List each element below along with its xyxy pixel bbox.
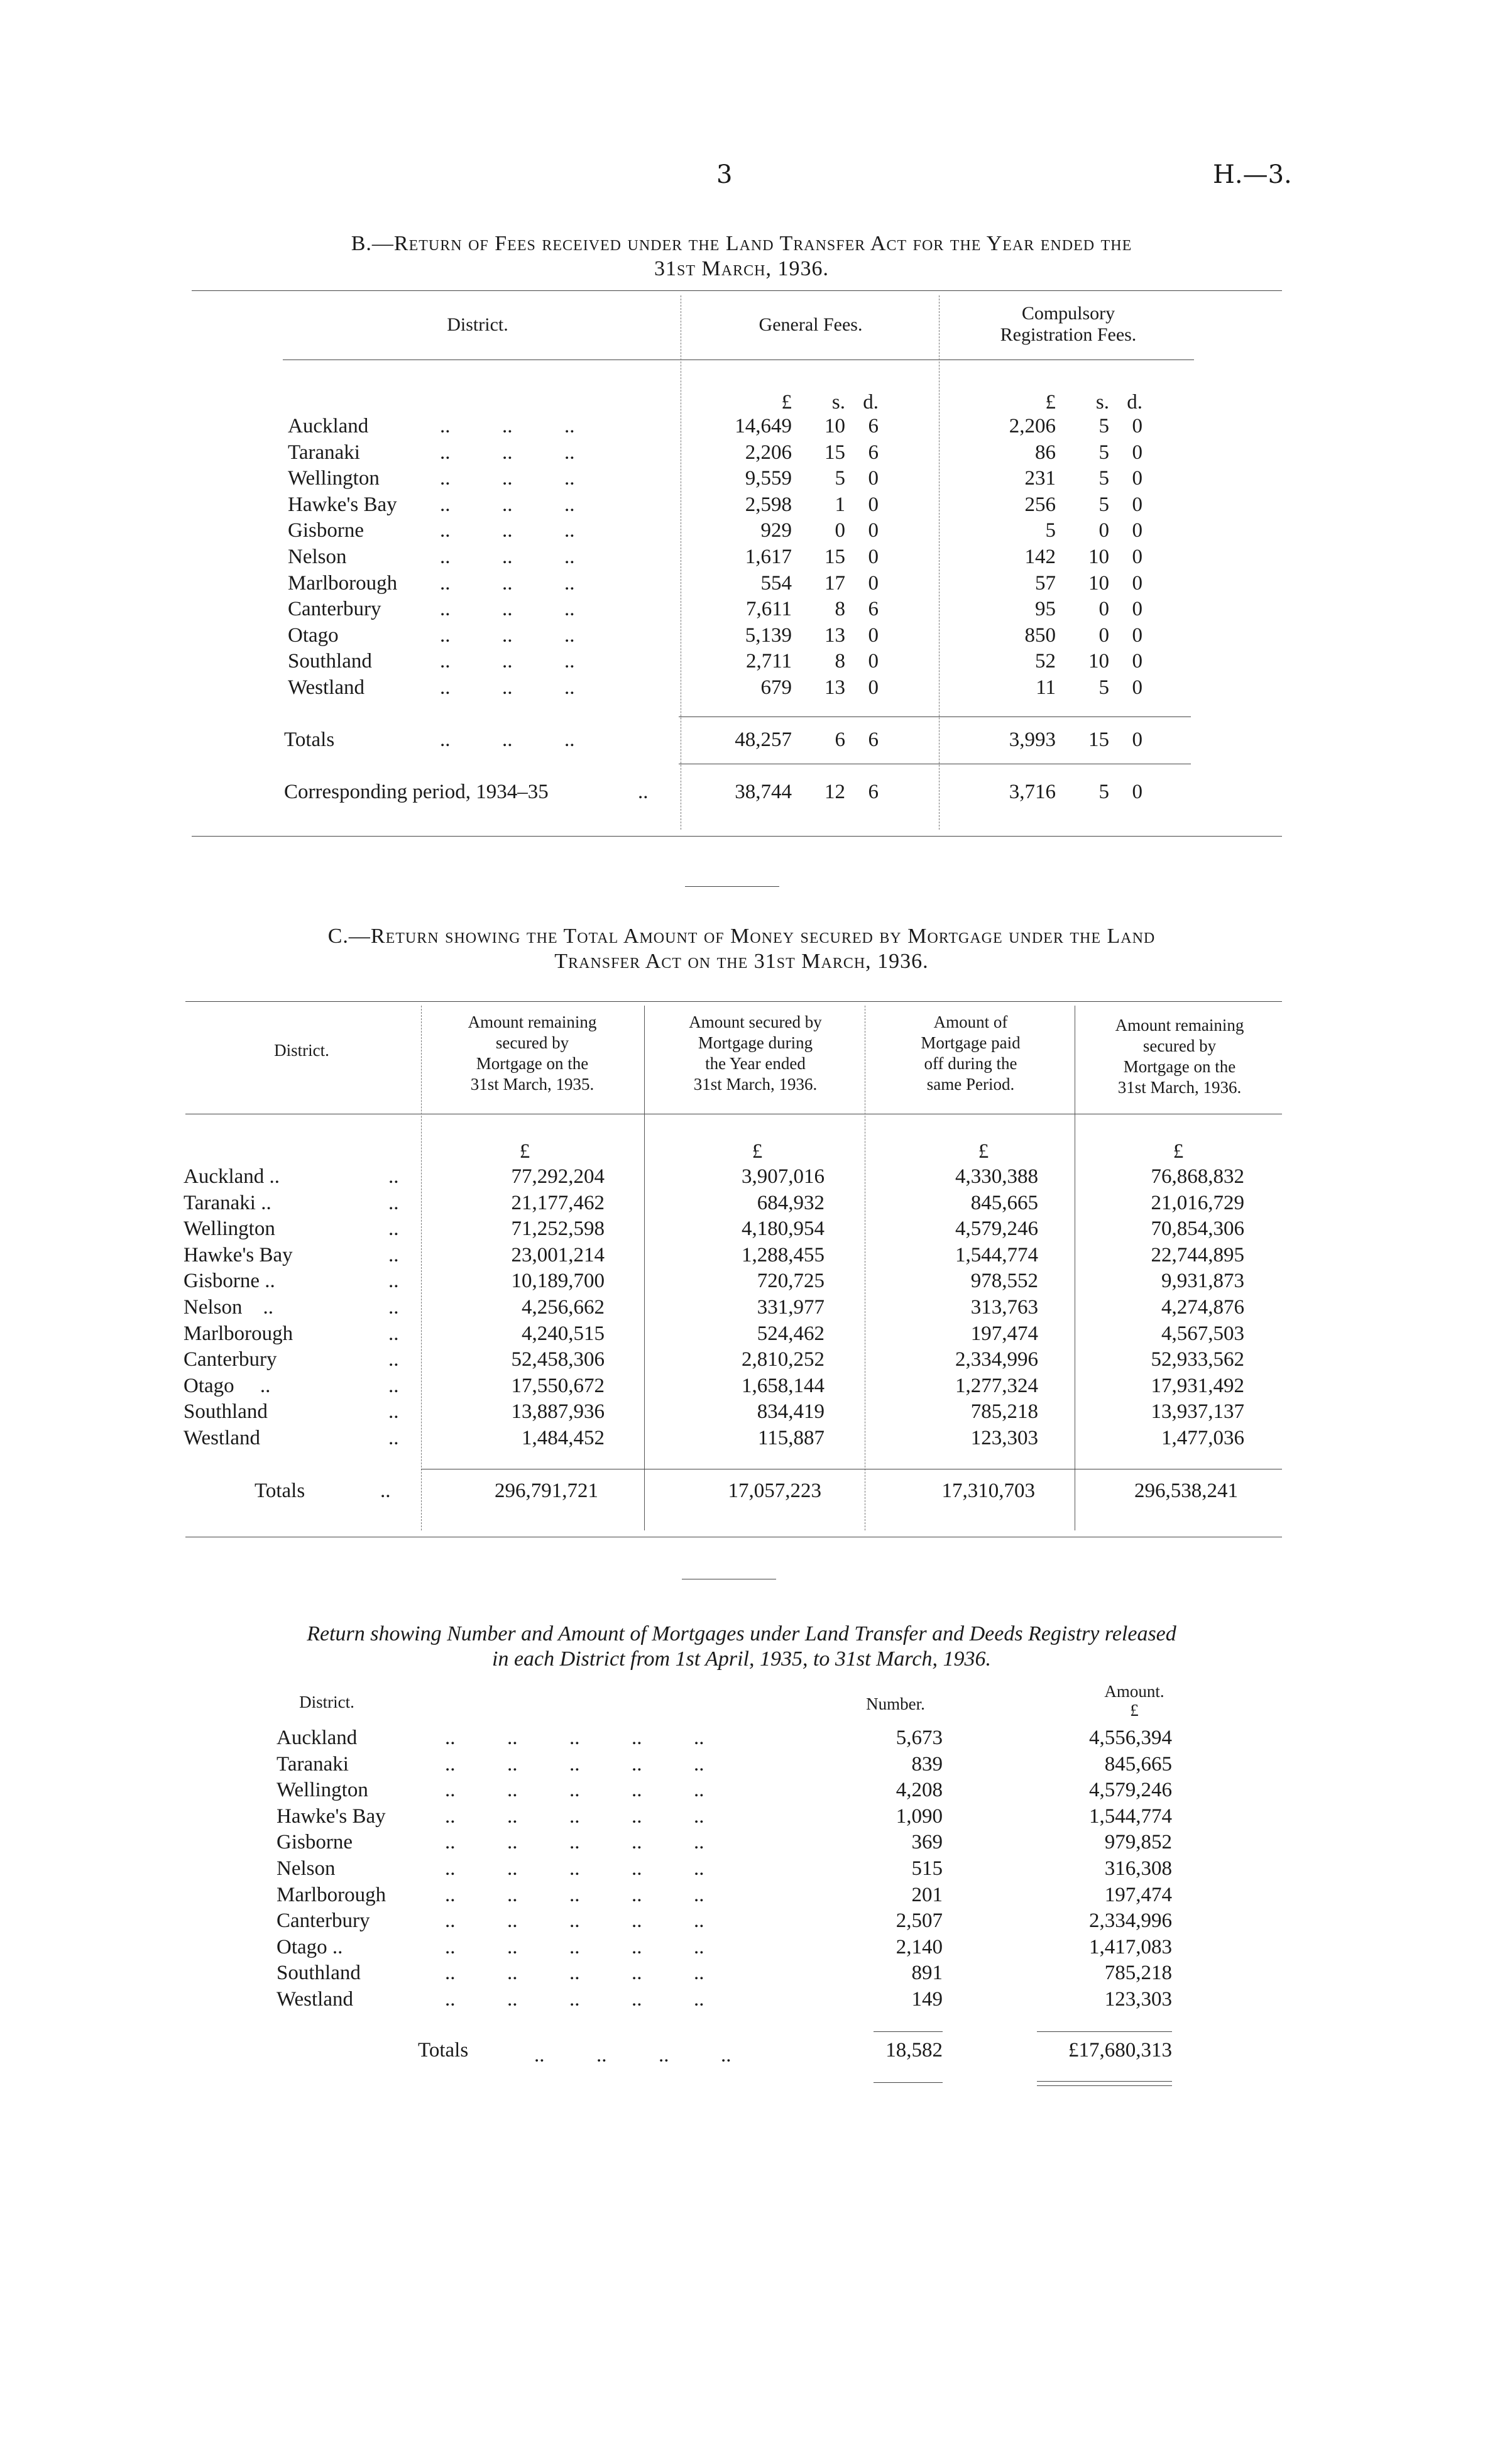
table-row [0, 1268, 1512, 1294]
district-name: Nelson [288, 546, 347, 568]
amount-remaining-1935: 17,550,672 [511, 1374, 605, 1397]
general-fee-pence: 0 [868, 571, 879, 595]
table-c-header-col3: Amount of Mortgage paid off during the same Period. [921, 1013, 1021, 1094]
general-fee-shillings: 13 [824, 676, 845, 699]
amount-remaining-1935: 21,177,462 [511, 1191, 605, 1214]
compulsory-fee-pounds: 11 [1036, 676, 1056, 699]
general-fee-pence: 0 [868, 623, 879, 647]
table-b-header-district: District. [447, 314, 508, 335]
district-name: Marlborough [184, 1322, 293, 1345]
district-name: Nelson [277, 1857, 336, 1880]
table-row [0, 1882, 1512, 1908]
leader-dots: .. .. .. .. .. [445, 1727, 704, 1749]
compulsory-fee-pence: 0 [1132, 546, 1142, 568]
general-fee-pounds: 14,649 [735, 415, 792, 437]
compulsory-fee-pence: 0 [1132, 519, 1142, 542]
general-fee-pence: 0 [868, 546, 879, 568]
table-d-totals-amount: £17,680,313 [1068, 2039, 1172, 2062]
compulsory-fee-shillings: 0 [1098, 598, 1109, 621]
table-d-totals-label: Totals [418, 2039, 469, 2062]
amount-secured-during-year: 331,977 [757, 1296, 824, 1319]
total-remaining-1936: 296,538,241 [1134, 1480, 1238, 1502]
total-general-fee-pence: 6 [868, 728, 879, 751]
general-fee-pence: 6 [868, 598, 879, 621]
mortgage-amount: 4,556,394 [1089, 1727, 1172, 1749]
total-compulsory-fee-pence: 0 [1132, 728, 1142, 751]
general-fee-pence: 0 [868, 493, 879, 516]
totals-label: Totals [284, 728, 335, 751]
general-fee-shillings: 8 [835, 650, 845, 673]
total-remaining-1935: 296,791,721 [495, 1480, 598, 1502]
table-row [0, 1856, 1512, 1882]
compulsory-fee-pounds: 86 [1035, 441, 1056, 464]
district-name: Hawke's Bay [288, 493, 397, 516]
amount-paid-off: 785,218 [970, 1400, 1038, 1424]
leader-dots: .. .. .. .. .. [445, 1962, 704, 1985]
general-fee-shillings: 0 [835, 519, 845, 542]
leader-dots: .. .. .. [440, 676, 575, 699]
compulsory-fee-shillings: 5 [1098, 676, 1109, 699]
mortgage-count: 201 [911, 1883, 943, 1906]
general-fee-pence: 0 [868, 676, 879, 699]
table-c-title: C.—Return showing the Total Amount of Money secured by Mortgage under the Land Transfer Act on the 31st March, 1936. [327, 925, 1156, 973]
table-d-amount-top-rule [1037, 2031, 1172, 2032]
amount-secured-during-year: 524,462 [757, 1322, 824, 1345]
table-b-top-rule [192, 290, 1282, 291]
mortgage-count: 839 [911, 1752, 943, 1776]
district-name: Auckland [277, 1727, 358, 1749]
amount-secured-during-year: 3,907,016 [742, 1165, 824, 1188]
leader-dots: .. .. .. [440, 519, 575, 542]
leader-dots: .. .. .. [440, 493, 575, 516]
leader-dots: .. [388, 1270, 399, 1293]
mortgage-count: 149 [911, 1988, 943, 2011]
compulsory-fee-shillings: 5 [1098, 467, 1109, 490]
compulsory-fee-pence: 0 [1132, 493, 1142, 516]
leader-dots: .. [388, 1243, 399, 1266]
table-row [0, 1987, 1512, 2012]
corresponding-general-fee-pounds: 38,744 [735, 781, 792, 803]
table-c-header-district: District. [274, 1041, 329, 1060]
corresponding-row [0, 779, 1512, 805]
mortgage-amount: 845,665 [1104, 1752, 1172, 1776]
table-row [0, 1190, 1512, 1216]
amount-paid-off: 313,763 [970, 1296, 1038, 1319]
totals-label: Totals [255, 1480, 305, 1502]
amount-remaining-1936: 13,937,137 [1151, 1400, 1244, 1424]
leader-dots: .. [388, 1296, 399, 1319]
amount-remaining-1936: 70,854,306 [1151, 1217, 1244, 1241]
district-name: Wellington [277, 1779, 368, 1802]
table-row [0, 518, 1512, 544]
compulsory-fee-pence: 0 [1132, 623, 1142, 647]
general-fee-pounds: 679 [760, 676, 792, 699]
mortgage-amount: 4,579,246 [1089, 1779, 1172, 1802]
district-name: Taranaki .. [184, 1191, 271, 1214]
leader-dots: .. .. .. .. .. [445, 1804, 704, 1828]
amount-secured-during-year: 115,887 [757, 1427, 824, 1449]
table-row [0, 1373, 1512, 1399]
leader-dots: .. [388, 1217, 399, 1241]
district-name: Wellington [184, 1217, 275, 1241]
leader-dots: .. [388, 1374, 399, 1397]
leader-dots: .. .. .. [440, 467, 575, 490]
amount-paid-off: 2,334,996 [955, 1348, 1038, 1371]
table-row [0, 1935, 1512, 1960]
corresponding-label: Corresponding period, 1934–35 [284, 781, 549, 803]
general-fee-shillings: 17 [824, 571, 845, 595]
amount-remaining-1936: 9,931,873 [1161, 1270, 1244, 1293]
district-name: Gisborne [277, 1831, 353, 1854]
table-d-number-top-rule [874, 2031, 943, 2032]
district-name: Hawke's Bay [184, 1243, 293, 1266]
table-row [0, 466, 1512, 491]
section-separator-1 [685, 886, 779, 887]
district-name: Nelson .. [184, 1296, 273, 1319]
leader-dots: .. .. .. [440, 546, 575, 568]
leader-dots: .. .. .. [440, 650, 575, 673]
district-name: Westland [184, 1427, 260, 1449]
general-fee-shillings: 8 [835, 598, 845, 621]
table-d-number-bottom-rule [874, 2082, 943, 2083]
leader-dots: .. .. .. .. .. [445, 1831, 704, 1854]
district-name: Westland [277, 1988, 353, 2011]
district-name: Marlborough [277, 1883, 386, 1906]
mortgage-count: 369 [911, 1831, 943, 1854]
table-d-totals-number: 18,582 [885, 2039, 943, 2062]
compulsory-fee-pence: 0 [1132, 415, 1142, 437]
table-d-amount-bottom-rule-2 [1037, 2085, 1172, 2086]
district-name: Auckland [288, 415, 369, 437]
table-c-unit-3: £ [978, 1140, 989, 1163]
district-name: Wellington [288, 467, 380, 490]
general-fee-pence: 6 [868, 415, 879, 437]
leader-dots: .. .. .. .. .. [445, 1857, 704, 1880]
district-name: Otago [288, 623, 339, 647]
amount-secured-during-year: 1,288,455 [742, 1243, 824, 1266]
amount-remaining-1936: 52,933,562 [1151, 1348, 1244, 1371]
general-fee-pounds: 929 [760, 519, 792, 542]
compulsory-fee-shillings: 10 [1088, 571, 1109, 595]
district-name: Westland [288, 676, 364, 699]
district-name: Southland [288, 650, 372, 673]
mortgage-count: 2,140 [896, 1935, 943, 1958]
leader-dots: .. .. .. [440, 571, 575, 595]
table-d-header-district: District. [299, 1693, 354, 1711]
leader-dots: .. [638, 781, 649, 803]
table-row [0, 1321, 1512, 1347]
compulsory-fee-pounds: 5 [1045, 519, 1056, 542]
table-row [0, 1243, 1512, 1268]
amount-secured-during-year: 2,810,252 [742, 1348, 824, 1371]
general-fee-pounds: 2,711 [745, 650, 792, 673]
table-row [0, 492, 1512, 518]
amount-remaining-1936: 76,868,832 [1151, 1165, 1244, 1188]
amount-remaining-1936: 1,477,036 [1161, 1427, 1244, 1449]
compulsory-fee-pounds: 95 [1035, 598, 1056, 621]
amount-paid-off: 978,552 [970, 1270, 1038, 1293]
mortgage-count: 2,507 [896, 1909, 943, 1933]
table-row [0, 1725, 1512, 1751]
mortgage-count: 5,673 [896, 1727, 943, 1749]
district-name: Taranaki [277, 1752, 349, 1776]
compulsory-fee-pounds: 850 [1024, 623, 1056, 647]
totals-row [0, 1478, 1512, 1504]
amount-secured-during-year: 4,180,954 [742, 1217, 824, 1241]
table-row [0, 675, 1512, 701]
table-row [0, 596, 1512, 622]
table-row [0, 1777, 1512, 1803]
general-fee-shillings: 13 [824, 623, 845, 647]
compulsory-fee-pounds: 231 [1024, 467, 1056, 490]
general-fee-pounds: 9,559 [745, 467, 792, 490]
general-fee-shillings: 15 [824, 546, 845, 568]
leader-dots: .. .. .. [440, 623, 575, 647]
general-fee-pence: 0 [868, 519, 879, 542]
general-fee-pounds: 2,206 [745, 441, 792, 464]
compulsory-fee-shillings: 0 [1098, 623, 1109, 647]
district-name: Otago .. [184, 1374, 271, 1397]
table-row [0, 1216, 1512, 1242]
district-name: Taranaki [288, 441, 360, 464]
leader-dots: .. [388, 1400, 399, 1424]
table-row [0, 1752, 1512, 1777]
total-secured-during-year: 17,057,223 [728, 1480, 821, 1502]
district-name: Auckland .. [184, 1165, 280, 1188]
page-number: 3 [716, 160, 733, 189]
table-b-bottom-rule [192, 836, 1282, 837]
mortgage-count: 1,090 [896, 1804, 943, 1828]
table-row [0, 1908, 1512, 1934]
compulsory-fee-pounds: 2,206 [1009, 415, 1056, 437]
table-row [0, 414, 1512, 439]
compulsory-fee-shillings: 10 [1088, 546, 1109, 568]
compulsory-fee-shillings: 0 [1098, 519, 1109, 542]
district-name: Gisborne [288, 519, 364, 542]
corresponding-compulsory-fee-shillings: 5 [1098, 781, 1109, 803]
mortgage-amount: 197,474 [1104, 1883, 1172, 1906]
general-fee-pounds: 5,139 [745, 623, 792, 647]
compulsory-fee-pence: 0 [1132, 571, 1142, 595]
amount-paid-off: 4,579,246 [955, 1217, 1038, 1241]
leader-dots: .. .. .. .. .. [445, 1909, 704, 1933]
compulsory-fee-pence: 0 [1132, 441, 1142, 464]
leader-dots: .. .. .. [440, 598, 575, 621]
amount-remaining-1935: 10,189,700 [511, 1270, 605, 1293]
amount-secured-during-year: 720,725 [757, 1270, 824, 1293]
table-row [0, 544, 1512, 570]
amount-remaining-1936: 17,931,492 [1151, 1374, 1244, 1397]
total-paid-off: 17,310,703 [941, 1480, 1035, 1502]
table-row [0, 1425, 1512, 1451]
general-fee-pence: 0 [868, 467, 879, 490]
general-fee-pounds: 1,617 [745, 546, 792, 568]
leader-dots: .. .. .. .. .. [445, 1752, 704, 1776]
total-general-fee-shillings: 6 [835, 728, 845, 751]
table-b-header-general: General Fees. [759, 314, 863, 335]
amount-remaining-1935: 4,256,662 [522, 1296, 605, 1319]
leader-dots: .. [388, 1191, 399, 1214]
compulsory-fee-pounds: 142 [1024, 546, 1056, 568]
table-row [0, 440, 1512, 466]
compulsory-fee-shillings: 5 [1098, 493, 1109, 516]
compulsory-fee-pounds: 57 [1035, 571, 1056, 595]
compulsory-fee-pence: 0 [1132, 650, 1142, 673]
leader-dots: .. [388, 1322, 399, 1345]
leader-dots: .. .. .. [440, 415, 575, 437]
total-compulsory-fee-pounds: 3,993 [1009, 728, 1056, 751]
table-d-header-unit: £ [1130, 1701, 1139, 1720]
table-c-header-col4: Amount remaining secured by Mortgage on the 31st March, 1936. [1115, 1016, 1244, 1097]
table-d-header-number: Number. [866, 1694, 925, 1713]
amount-remaining-1935: 52,458,306 [511, 1348, 605, 1371]
general-fee-pounds: 2,598 [745, 493, 792, 516]
leader-dots: .. .. .. [440, 728, 575, 751]
table-d-header-amount: Amount. [1104, 1682, 1164, 1701]
general-fee-shillings: 10 [824, 415, 845, 437]
amount-paid-off: 4,330,388 [955, 1165, 1038, 1188]
amount-secured-during-year: 834,419 [757, 1400, 824, 1424]
amount-paid-off: 1,544,774 [955, 1243, 1038, 1266]
compulsory-fee-shillings: 10 [1088, 650, 1109, 673]
general-fee-shillings: 15 [824, 441, 845, 464]
district-name: Otago .. [277, 1935, 343, 1958]
general-fee-pounds: 554 [760, 571, 792, 595]
total-compulsory-fee-shillings: 15 [1088, 728, 1109, 751]
table-row [0, 571, 1512, 596]
amount-remaining-1935: 77,292,204 [511, 1165, 605, 1188]
document-code: H.—3. [1213, 160, 1292, 189]
table-c-unit-1: £ [519, 1140, 530, 1163]
corresponding-general-fee-pence: 6 [868, 781, 879, 803]
mortgage-amount: 1,417,083 [1089, 1935, 1172, 1958]
mortgage-amount: 2,334,996 [1089, 1909, 1172, 1933]
leader-dots: .. .. .. .. .. [445, 1779, 704, 1802]
leader-dots: .. .. .. .. .. [445, 1935, 704, 1958]
mortgage-count: 4,208 [896, 1779, 943, 1802]
table-row [0, 1830, 1512, 1855]
table-d-totals-leader: .. .. .. .. [534, 2044, 731, 2067]
amount-remaining-1936: 21,016,729 [1151, 1191, 1244, 1214]
table-row [0, 1347, 1512, 1373]
table-d-amount-bottom-rule-1 [1037, 2081, 1172, 2082]
amount-remaining-1935: 1,484,452 [522, 1427, 605, 1449]
table-row [0, 1804, 1512, 1830]
mortgage-amount: 979,852 [1104, 1831, 1172, 1854]
district-name: Southland [184, 1400, 268, 1424]
district-name: Canterbury [184, 1348, 277, 1371]
compulsory-fee-shillings: 5 [1098, 415, 1109, 437]
amount-remaining-1936: 4,274,876 [1161, 1296, 1244, 1319]
general-fee-shillings: 1 [835, 493, 845, 516]
amount-paid-off: 197,474 [970, 1322, 1038, 1345]
table-row [0, 1164, 1512, 1190]
amount-remaining-1935: 13,887,936 [511, 1400, 605, 1424]
leader-dots: .. [388, 1348, 399, 1371]
amount-secured-during-year: 1,658,144 [742, 1374, 824, 1397]
mortgage-amount: 316,308 [1104, 1857, 1172, 1880]
general-fee-pounds: 7,611 [745, 598, 792, 621]
total-general-fee-pounds: 48,257 [735, 728, 792, 751]
table-c-header-col2: Amount secured by Mortgage during the Year ended 31st March, 1936. [689, 1013, 822, 1094]
compulsory-fee-shillings: 5 [1098, 441, 1109, 464]
table-c-unit-2: £ [752, 1140, 763, 1163]
general-fee-pence: 0 [868, 650, 879, 673]
table-d-title: Return showing Number and Amount of Mortgages under Land Transfer and Deeds Registry released in each District from 1st April, 1935, to 31st March, 1936. [307, 1622, 1176, 1671]
mortgage-count: 891 [911, 1962, 943, 1985]
table-b-header-compulsory: Compulsory Registration Fees. [1000, 303, 1137, 345]
amount-secured-during-year: 684,932 [757, 1191, 824, 1214]
totals-row [0, 727, 1512, 753]
corresponding-compulsory-fee-pence: 0 [1132, 781, 1142, 803]
mortgage-amount: 123,303 [1104, 1988, 1172, 2011]
table-c-header-col1: Amount remaining secured by Mortgage on the 31st March, 1935. [468, 1013, 597, 1094]
amount-remaining-1935: 4,240,515 [522, 1322, 605, 1345]
district-name: Gisborne .. [184, 1270, 275, 1293]
compulsory-fee-pence: 0 [1132, 676, 1142, 699]
district-name: Canterbury [288, 598, 381, 621]
mortgage-amount: 1,544,774 [1089, 1804, 1172, 1828]
amount-remaining-1936: 22,744,895 [1151, 1243, 1244, 1266]
table-row [0, 649, 1512, 674]
table-b-title: B.—Return of Fees received under the Land Transfer Act for the Year ended the 31st March, 1936. [351, 232, 1132, 280]
leader-dots: .. [388, 1427, 399, 1449]
mortgage-count: 515 [911, 1857, 943, 1880]
corresponding-general-fee-shillings: 12 [824, 781, 845, 803]
mortgage-amount: 785,218 [1104, 1962, 1172, 1985]
amount-paid-off: 845,665 [970, 1191, 1038, 1214]
district-name: Southland [277, 1962, 361, 1985]
leader-dots: .. [388, 1165, 399, 1188]
amount-remaining-1935: 23,001,214 [511, 1243, 605, 1266]
compulsory-fee-pence: 0 [1132, 467, 1142, 490]
leader-dots: .. .. .. .. .. [445, 1883, 704, 1906]
amount-paid-off: 1,277,324 [955, 1374, 1038, 1397]
amount-remaining-1935: 71,252,598 [511, 1217, 605, 1241]
table-c-top-rule [185, 1001, 1282, 1002]
compulsory-fee-pounds: 52 [1035, 650, 1056, 673]
amount-paid-off: 123,303 [970, 1427, 1038, 1449]
amount-remaining-1936: 4,567,503 [1161, 1322, 1244, 1345]
district-name: Marlborough [288, 571, 398, 595]
table-row [0, 1295, 1512, 1321]
table-row [0, 1399, 1512, 1425]
table-row [0, 1960, 1512, 1986]
corresponding-compulsory-fee-pounds: 3,716 [1009, 781, 1056, 803]
district-name: Canterbury [277, 1909, 370, 1933]
leader-dots: .. [380, 1480, 391, 1502]
compulsory-fee-pounds: 256 [1024, 493, 1056, 516]
table-c-unit-4: £ [1173, 1140, 1184, 1163]
leader-dots: .. .. .. .. .. [445, 1988, 704, 2011]
general-fee-shillings: 5 [835, 467, 845, 490]
general-fee-pence: 6 [868, 441, 879, 464]
table-row [0, 623, 1512, 649]
district-name: Hawke's Bay [277, 1804, 386, 1828]
compulsory-fee-pence: 0 [1132, 598, 1142, 621]
leader-dots: .. .. .. [440, 441, 575, 464]
